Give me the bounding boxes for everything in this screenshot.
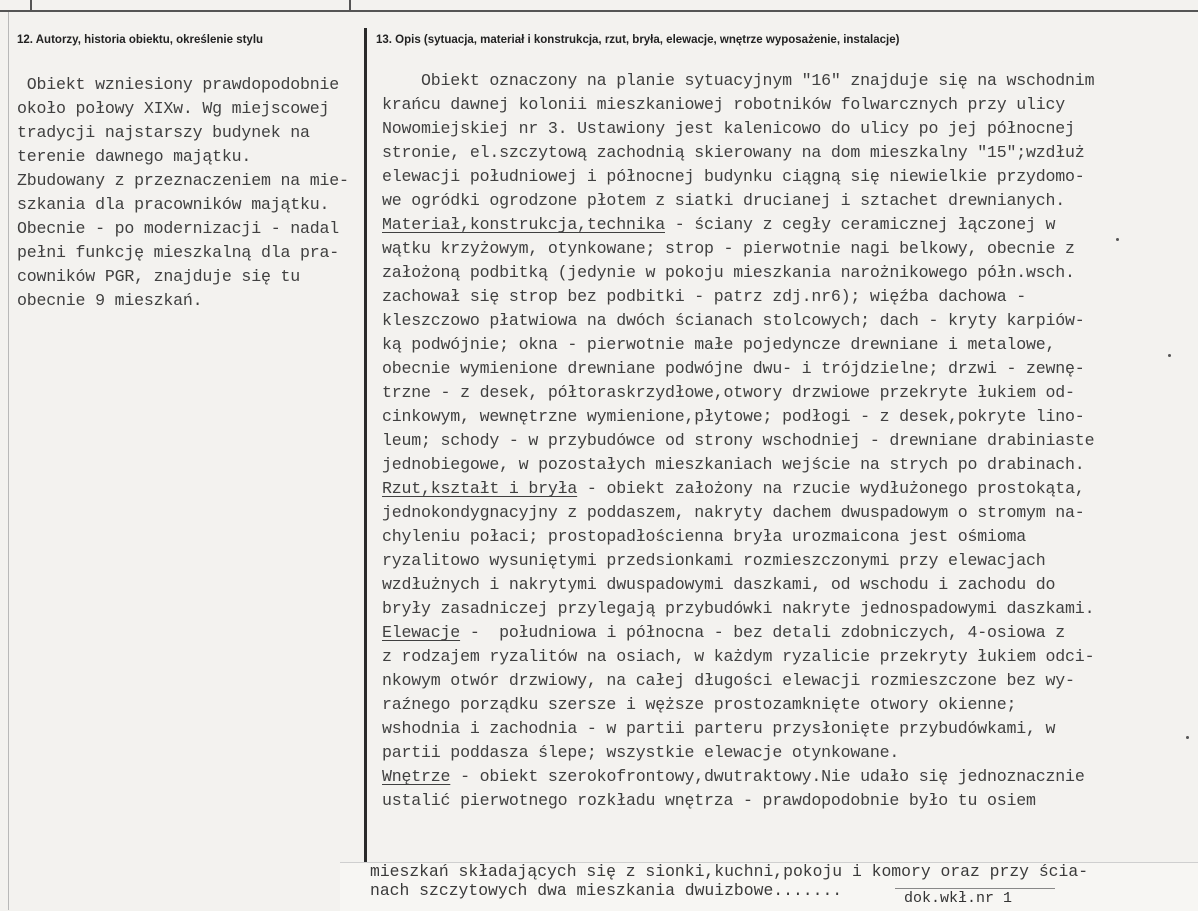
description-text-run: krańcu dawnej kolonii mieszkaniowej robotników folwarcznych przy ulicy [382,95,1066,114]
paper-speck [1168,354,1171,357]
history-text [17,73,349,313]
paper-speck [1116,238,1119,241]
description-text-run: Nowomiejskiej nr 3. Ustawiony jest kalenicowo do ulicy po jej północnej [382,119,1075,138]
description-line [382,669,1094,693]
description-line [382,477,1094,501]
description-line [382,165,1094,189]
description-line [382,405,1094,429]
left-text-line: tradycji najstarszy budynek na [17,123,310,142]
doc-ref-rule [895,888,1055,889]
description-text-run: wątku krzyżowym, otynkowane; strop - pierwotnie nagi belkowy, obecnie z [382,239,1075,258]
left-text-line: Obiekt wzniesiony prawdopodobnie [17,75,340,94]
description-line [382,69,1094,93]
description-text-run: nkowym otwór drzwiowy, na całej długości elewacji rozmieszczone bez wy- [382,671,1075,690]
description-line [382,357,1094,381]
description-text-run: Obiekt oznaczony na planie sytuacyjnym "16" znajduje się na wschodnim [382,71,1095,90]
left-margin-line [8,12,9,910]
description-text-run: ką podwójnie; okna - pierwotnie małe pojedyncze drewniane i metalowe, [382,335,1056,354]
description-line [382,381,1094,405]
left-text-line: cowników PGR, znajduje się tu [17,267,300,286]
description-text-run: kleszczowo płatwiowa na dwóch ścianach stolcowych; dach - kryty karpiów- [382,311,1085,330]
description-line [382,213,1094,237]
description-text-run: we ogródki ogrodzone płotem z siatki drucianej i sztachet drewnianych. [382,191,1066,210]
section-heading: Rzut,kształt i bryła [382,479,578,498]
description-line [382,429,1094,453]
left-text-line: Zbudowany z przeznaczeniem na mie- [17,171,349,190]
description-line [382,765,1094,789]
description-line [382,189,1094,213]
description-line [382,597,1094,621]
description-line [382,549,1094,573]
description-line [382,93,1094,117]
description-text-run: założoną podbitką (jedynie w pokoju mieszkania narożnikowego półn.wsch. [382,263,1075,282]
description-text-run: z rodzajem ryzalitów na osiach, w każdym ryzalicie przekryty łukiem odci- [382,647,1095,666]
description-line [382,501,1094,525]
description-line [382,237,1094,261]
description-text-run: elewacji południowej i północnej budynku ciągną się niewielkie przydomo- [382,167,1085,186]
description-text-run: - obiekt szerokofrontowy,dwutraktowy.Nie udało się jednoznacznie [450,767,1085,786]
description-text-run: zachował się strop bez podbitki - patrz zdj.nr6); więźba dachowa - [382,287,1027,306]
description-text-run: jednokondygnacyjny z poddaszem, nakryty dachem dwuspadowym o stromym na- [382,503,1085,522]
description-text-run: trzne - z desek, półtoraskrzydłowe,otwory drzwiowe przekryte łukiem od- [382,383,1075,402]
description-text-run: raźnego porządku szersze i węższe prostozamknięte otwory okienne; [382,695,1017,714]
footer-line: nach szczytowych dwa mieszkania dwuizbowe....... [370,881,862,900]
left-text-line: terenie dawnego majątku. [17,147,252,166]
description-line [382,117,1094,141]
left-text-line: Obecnie - po modernizacji - nadal [17,219,340,238]
description-line [382,693,1094,717]
description-text-run: ustalić pierwotnego rozkładu wnętrza - prawdopodobnie było tu osiem [382,791,1036,810]
description-line [382,285,1094,309]
description-line [382,525,1094,549]
description-text-run: partii poddasza ślepe; wszystkie elewacje otynkowane. [382,743,900,762]
description-text-run: - obiekt założony na rzucie wydłużonego prostokąta, [577,479,1085,498]
description-text-run: - południowa i północna - bez detali zdobniczych, 4-osiowa z [460,623,1066,642]
top-rule [0,10,1198,12]
description-text-run: cinkowym, wewnętrzne wymienione,płytowe; podłogi - z desek,pokryte lino- [382,407,1085,426]
description-text-run: bryły zasadniczej przylegają przybudówki nakryte jednospadowymi daszkami. [382,599,1095,618]
description-text-run: wzdłużnych i nakrytymi dwuspadowymi daszkami, od wschodu i zachodu do [382,575,1056,594]
description-line [382,717,1094,741]
description-text-run: leum; schody - w przybudówce od strony wschodniej - drewniane drabiniaste [382,431,1095,450]
description-line [382,621,1094,645]
description-text-run: stronie, el.szczytową zachodnią skierowany na dom mieszkalny "15";wzdłuż [382,143,1085,162]
left-text-line: obecnie 9 mieszkań. [17,291,203,310]
description-text [382,69,1094,813]
description-text-run: jednobiegowe, w pozostałych mieszkaniach wejście na strych po drabinach. [382,455,1085,474]
footer-line: mieszkań składających się z sionki,kuchni,pokoju i komory oraz przy ścia- [370,862,1089,881]
document-reference: dok.wkł.nr 1 [904,890,1013,907]
description-line [382,789,1094,813]
ruler-tick [349,0,351,12]
description-text-run: - ściany z cegły ceramicznej łączonej w [664,215,1056,234]
description-line [382,573,1094,597]
left-text-line: około połowy XIXw. Wg miejscowej [17,99,330,118]
section-heading: Materiał,konstrukcja,technika [382,215,665,234]
description-line [382,333,1094,357]
description-text-run: wshodnia i zachodnia - w partii parteru przysłonięte przybudówkami, w [382,719,1056,738]
column-divider [364,28,367,910]
right-column-header: 13. Opis (sytuacja, materiał i konstrukcja, rzut, bryła, elewacje, wnętrze wyposażenie, instalacje) [376,34,900,46]
left-text-line: pełni funkcję mieszkalną dla pra- [17,243,340,262]
section-heading: Wnętrze [382,767,451,786]
description-line [382,141,1094,165]
left-column-header: 12. Autorzy, historia obiektu, określenie stylu [17,34,264,46]
description-text-run: obecnie wymienione drewniane podwójne dwu- i trójdzielne; drzwi - zewnę- [382,359,1085,378]
description-line [382,309,1094,333]
description-line [382,453,1094,477]
description-text-run: ryzalitowo wysuniętymi przedsionkami rozmieszczonymi przy elewacjach [382,551,1046,570]
left-text-line: szkania dla pracowników majątku. [17,195,330,214]
description-line [382,645,1094,669]
description-line [382,741,1094,765]
section-heading: Elewacje [382,623,461,642]
paper-speck [1186,736,1189,739]
description-text-run: chyleniu połaci; prostopadłościenna bryła urozmaicona jest ośmioma [382,527,1027,546]
description-line [382,261,1094,285]
ruler-tick [30,0,32,12]
